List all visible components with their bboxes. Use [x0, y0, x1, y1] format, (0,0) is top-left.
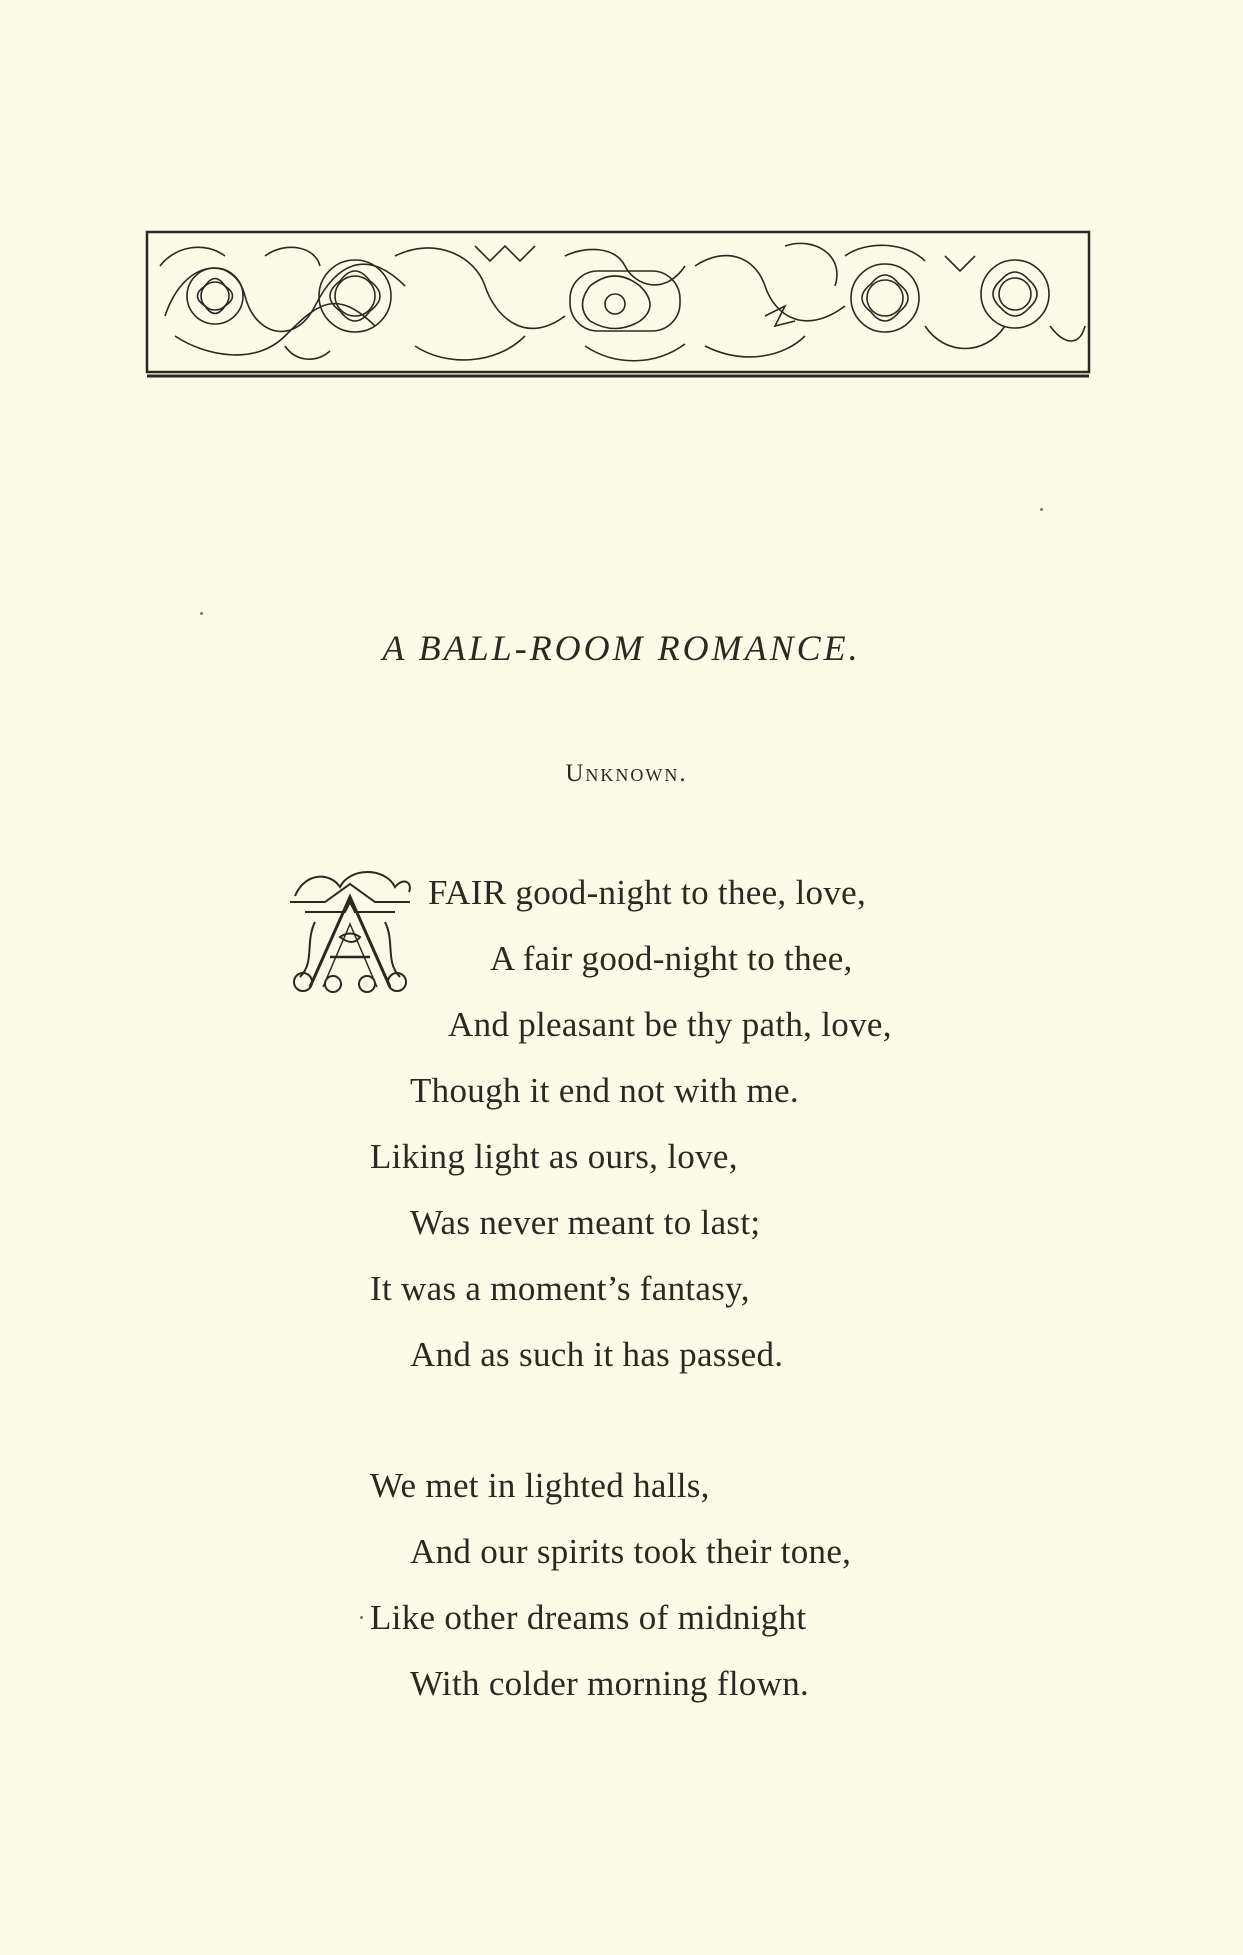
poem-line: And pleasant be thy path, love, [448, 1005, 892, 1044]
poem-line: FAIR good-night to thee, love, [428, 873, 867, 912]
paper-speck [360, 1616, 363, 1619]
poem-line: We met in lighted halls, [370, 1466, 710, 1505]
paper-speck [200, 612, 203, 615]
poem-line: Though it end not with me. [410, 1071, 799, 1110]
poem-author: Unknown. [565, 760, 688, 787]
poem-line: Liking light as ours, love, [370, 1137, 738, 1176]
poem-line: And as such it has passed. [410, 1335, 784, 1374]
poem-line: Was never meant to last; [410, 1203, 761, 1242]
paper-speck [1040, 508, 1043, 511]
poem-line: And our spirits took their tone, [410, 1532, 852, 1571]
poem-line: With colder morning flown. [410, 1664, 810, 1703]
poem-line: Like other dreams of midnight [370, 1598, 807, 1637]
floral-headpiece-ornament [145, 226, 1091, 380]
poem-line: It was a moment’s fantasy, [370, 1269, 750, 1308]
poem-line: A fair good-night to thee, [490, 939, 853, 978]
poem-title: A BALL-ROOM ROMANCE. [382, 628, 861, 668]
ornamental-initial-letter [285, 862, 415, 994]
